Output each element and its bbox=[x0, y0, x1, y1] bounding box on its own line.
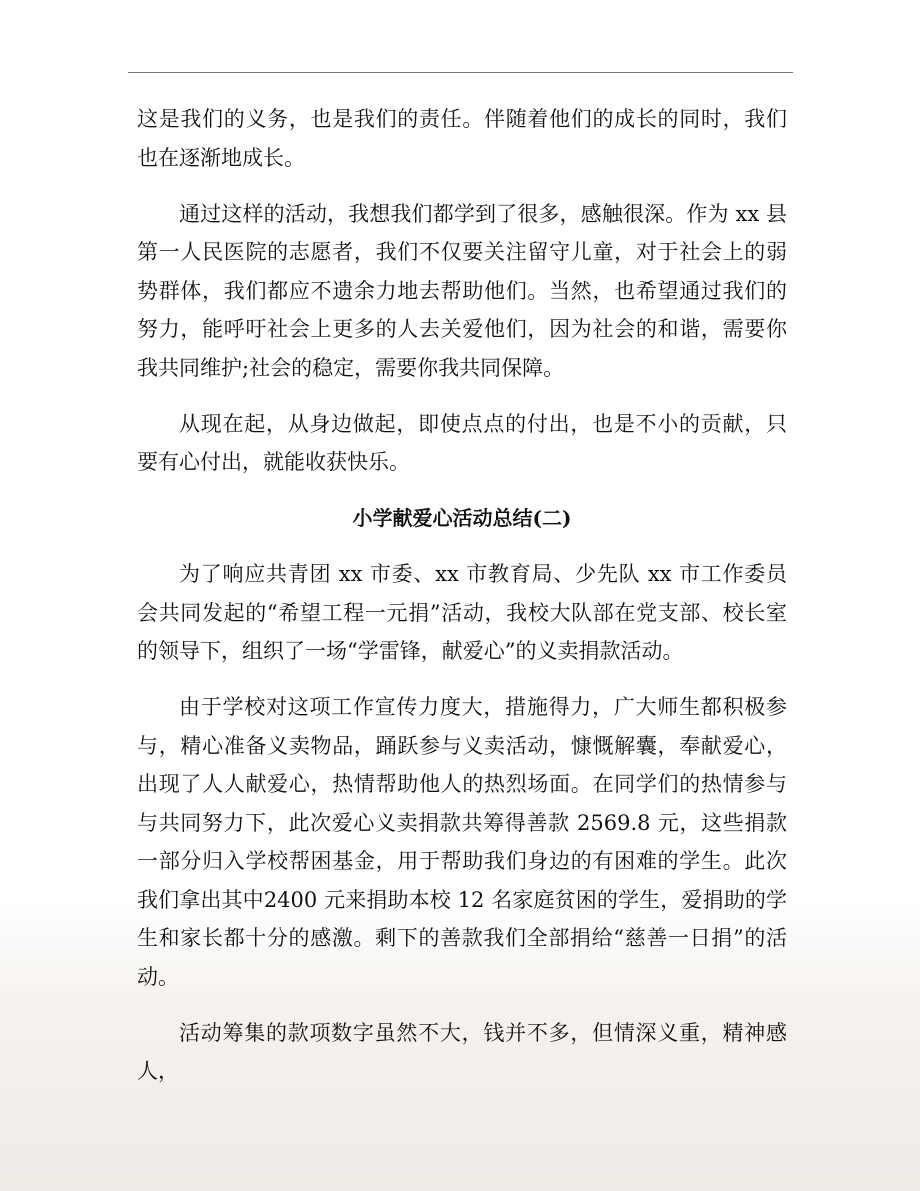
paragraph: 为了响应共青团 xx 市委、xx 市教育局、少先队 xx 市工作委员会共同发起的“希望工程一元捐”活动，我校大队部在党支部、校长室的领导下，组织了一场“学雷锋，献爱心”的义卖捐款活动。 bbox=[137, 562, 787, 663]
paragraph: 从现在起，从身边做起，即使点点的付出，也是不小的贡献，只要有心付出，就能收获快乐。 bbox=[137, 411, 787, 474]
paragraph: 活动筹集的款项数字虽然不大，钱并不多，但情深义重，精神感人， bbox=[137, 1020, 787, 1083]
paragraph: 由于学校对这项工作宣传力度大，措施得力，广大师生都积极参与，精心准备义卖物品，踊跃参与义卖活动，慷慨解囊，奉献爱心，出现了人人献爱心，热情帮助他人的热烈场面。在同学们的热情参与与共同努力下，此次爱心义卖捐款共筹得善款 2569.8 元，这些捐款一部分归入学校帮困基金，用于帮助我们身边的有困难的学生。此次我们拿出其中2400 元来捐助本校 12 名家庭贫困的学生，爱捐助的学生和家长都十分的感激。剩下的善款我们全部捐给“慈善一日捐”的活动。 bbox=[137, 695, 787, 989]
paragraph-continued: 这是我们的义务，也是我们的责任。伴随着他们的成长的同时，我们也在逐渐地成长。 bbox=[137, 107, 787, 170]
document-body bbox=[137, 100, 787, 1108]
section-title: 小学献爱心活动总结(二) bbox=[352, 506, 572, 530]
header-rule bbox=[128, 72, 793, 73]
paragraph: 通过这样的活动，我想我们都学到了很多，感触很深。作为 xx 县第一人民医院的志愿者，我们不仅要关注留守儿童，对于社会上的弱势群体，我们都应不遗余力地去帮助他们。当然，也希望通过我们的努力，能呼吁社会上更多的人去关爱他们，因为社会的和谐，需要你我共同维护;社会的稳定，需要你我共同保障。 bbox=[137, 201, 787, 380]
